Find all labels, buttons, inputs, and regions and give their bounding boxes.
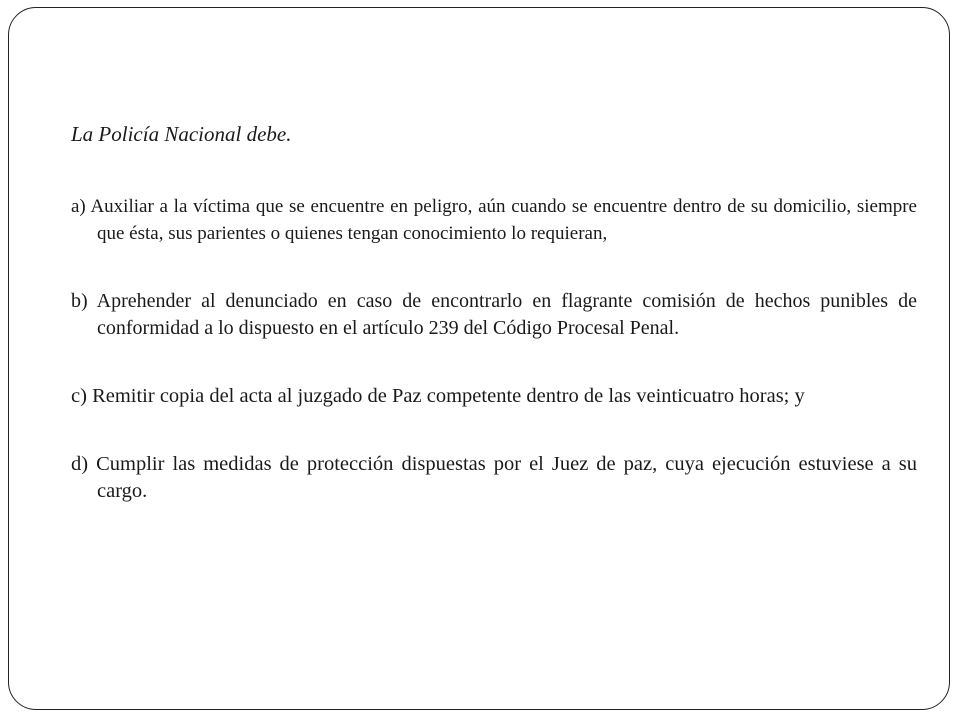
item-b-text: Aprehender al denunciado en caso de encontrarlo en flagrante comisión de hechos punibles de conformidad a lo dispuesto en el artículo 239 del Código Procesal Penal. bbox=[96, 290, 917, 339]
item-b-label: b) bbox=[71, 290, 88, 312]
item-d-label: d) bbox=[71, 453, 89, 475]
slide-content bbox=[71, 121, 917, 546]
slide-heading: La Policía Nacional debe. bbox=[71, 122, 292, 146]
slide-frame bbox=[8, 7, 950, 710]
item-a-label: a) bbox=[71, 196, 86, 217]
list-item-c bbox=[71, 383, 917, 410]
list-item-d bbox=[71, 451, 917, 505]
list-item-b bbox=[71, 288, 917, 342]
item-c-text: Remitir copia del acta al juzgado de Paz competente dentro de las veinticuatro horas; y bbox=[92, 385, 805, 407]
item-c-label: c) bbox=[71, 385, 87, 407]
item-d-text: Cumplir las medidas de protección dispuestas por el Juez de paz, cuya ejecución estuviese a su cargo. bbox=[96, 453, 918, 502]
item-a-text: Auxiliar a la víctima que se encuentre en peligro, aún cuando se encuentre dentro de su domicilio, siempre que ésta, sus parientes o quienes tengan conocimiento lo requieran, bbox=[90, 196, 917, 244]
list-item-a bbox=[71, 193, 917, 247]
